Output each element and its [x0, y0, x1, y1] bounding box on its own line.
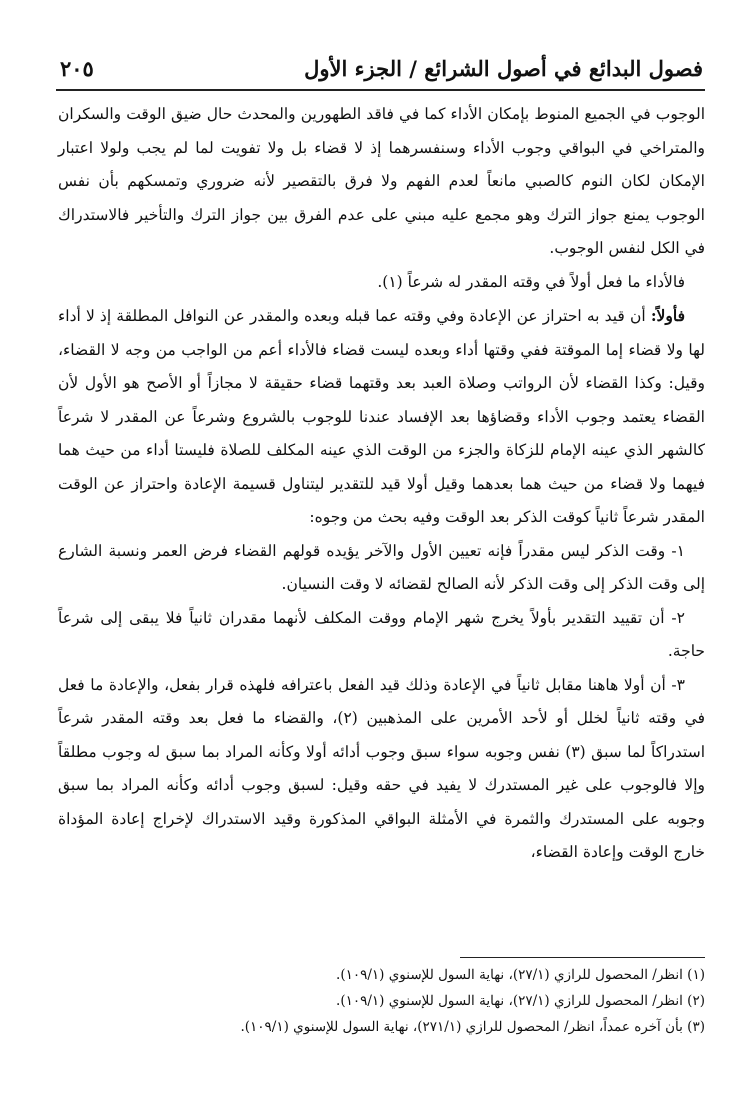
footnote-1: (١) انظر/ المحصول للرازي (٢٧/١)، نهاية السول للإسنوي (١٠٩/١).: [336, 967, 705, 983]
footnote-3: (٣) بأن آخره عمداً، انظر/ المحصول للرازي (٢٧١/١)، نهاية السول للإسنوي (١٠٩/١).: [240, 1019, 705, 1035]
paragraph-5: ٢- أن تقييد التقدير بأولاً يخرج شهر الإمام ووقت المكلف لأنهما مقدران ثانياً فلا يبقى إلى شرعاً حاجة.: [58, 608, 705, 660]
paragraph-2: فالأداء ما فعل أولاً في وقته المقدر له شرعاً (١).: [377, 272, 685, 291]
paragraph-3-text: أن قيد به احتراز عن الإعادة وفي وقته عما قبله وبعده والمقدر عن النوافل المطلقة إذ لا أداء لها ولا قضاء إما الموقتة ففي وقتها أداء وبعده ليست قضاء فالأداء أعم من الواجب من وجه لا القضاء، وقيل: وكذا القضاء لأن الرواتب وصلاة العبد بعد وقتهما قضاء حقيقة لا مجازاً أو الأصح هو الأول لأن القضاء يعتمد وجوب الأداء وقضاؤها بعد الإفساد عندنا للوجوب بالشروع وشرعاً عن المقدر لا شرعاً كالشهر الذي عينه الإمام للزكاة والجزء من الوقت الذي عينه المكلف للصلاة فليستا أداء من حيث هما فيهما ولا قضاء من حيث هما بعدهما وقيل أولا قيد للتقدير ليتناول قسيمة الإعادة واحتراز عن الوقت المقدر شرعاً ثانياً كوقت الذكر بعد الوقت وفيه بحث من وجوه:: [58, 307, 705, 526]
header-divider: [56, 89, 705, 91]
running-header: [60, 48, 703, 88]
running-title: فصول البدائع في أصول الشرائع / الجزء الأول: [304, 55, 703, 81]
footnote-2: (٢) انظر/ المحصول للرازي (٢٧/١)، نهاية السول للإسنوي (١٠٩/١).: [336, 993, 705, 1009]
paragraph-3: [58, 299, 705, 535]
paragraph-4: ١- وقت الذكر ليس مقدراً فإنه تعيين الأول والآخر يؤيده قولهم القضاء فرض العمر ونسبة الشارع إلى وقت الذكر إلى وقت الذكر لأنه الصالح لقضائه لا وقت النسيان.: [58, 541, 705, 593]
footnote-divider: [460, 957, 705, 958]
paragraph-1: الوجوب في الجميع المنوط بإمكان الأداء كما في فاقد الطهورين والمحدث حال ضيق الوقت والسكران والمتراخي في البواقي وجوب الأداء وسنفسرهما إذ لا قضاء بل ولا تفويت لما لم يجب ولولا اعتبار الإمكان لكان النوم كالصبي مانعاً لعدم الفهم ولا فرق بالتقصير لأنه ضروري وتمسكهم بأن نفس الوجوب يمنع جواز الترك وهو مجمع عليه مبني على عدم الفرق بين جواز الترك والتأخير فالاستدراك في الكل لنفس الوجوب.: [58, 105, 705, 257]
page-number: ٢٠٥: [60, 55, 94, 81]
footnotes: [58, 962, 705, 1040]
paragraph-6: ٣- أن أولا هاهنا مقابل ثانياً في الإعادة وذلك قيد الفعل باعترافه فلهذه قرار بفعل، والإعادة ما فعل في وقته ثانياً لخلل أو لأحد الأمرين على المذهبين (٢)، والقضاء ما فعل بعد وقته المقدر شرعاً استدراكاً لما سبق (٣) نفس وجوبه سواء سبق وجوب أدائه أولا وكأنه المراد بما سبق له وجوب مطلقاً وإلا فالوجوب على غير المستدرك لا يفيد في حقه وقيل: لسبق وجوب أدائه وكأنه المراد بما سبق وجوبه على المستدرك والثمرة في الأمثلة البواقي المذكورة وقيد الاستدراك لإخراج إعادة المؤداة خارج الوقت وإعادة القضاء،: [58, 675, 706, 861]
paragraph-3-lead: فأولاً:: [650, 306, 685, 325]
main-text: [58, 98, 705, 870]
